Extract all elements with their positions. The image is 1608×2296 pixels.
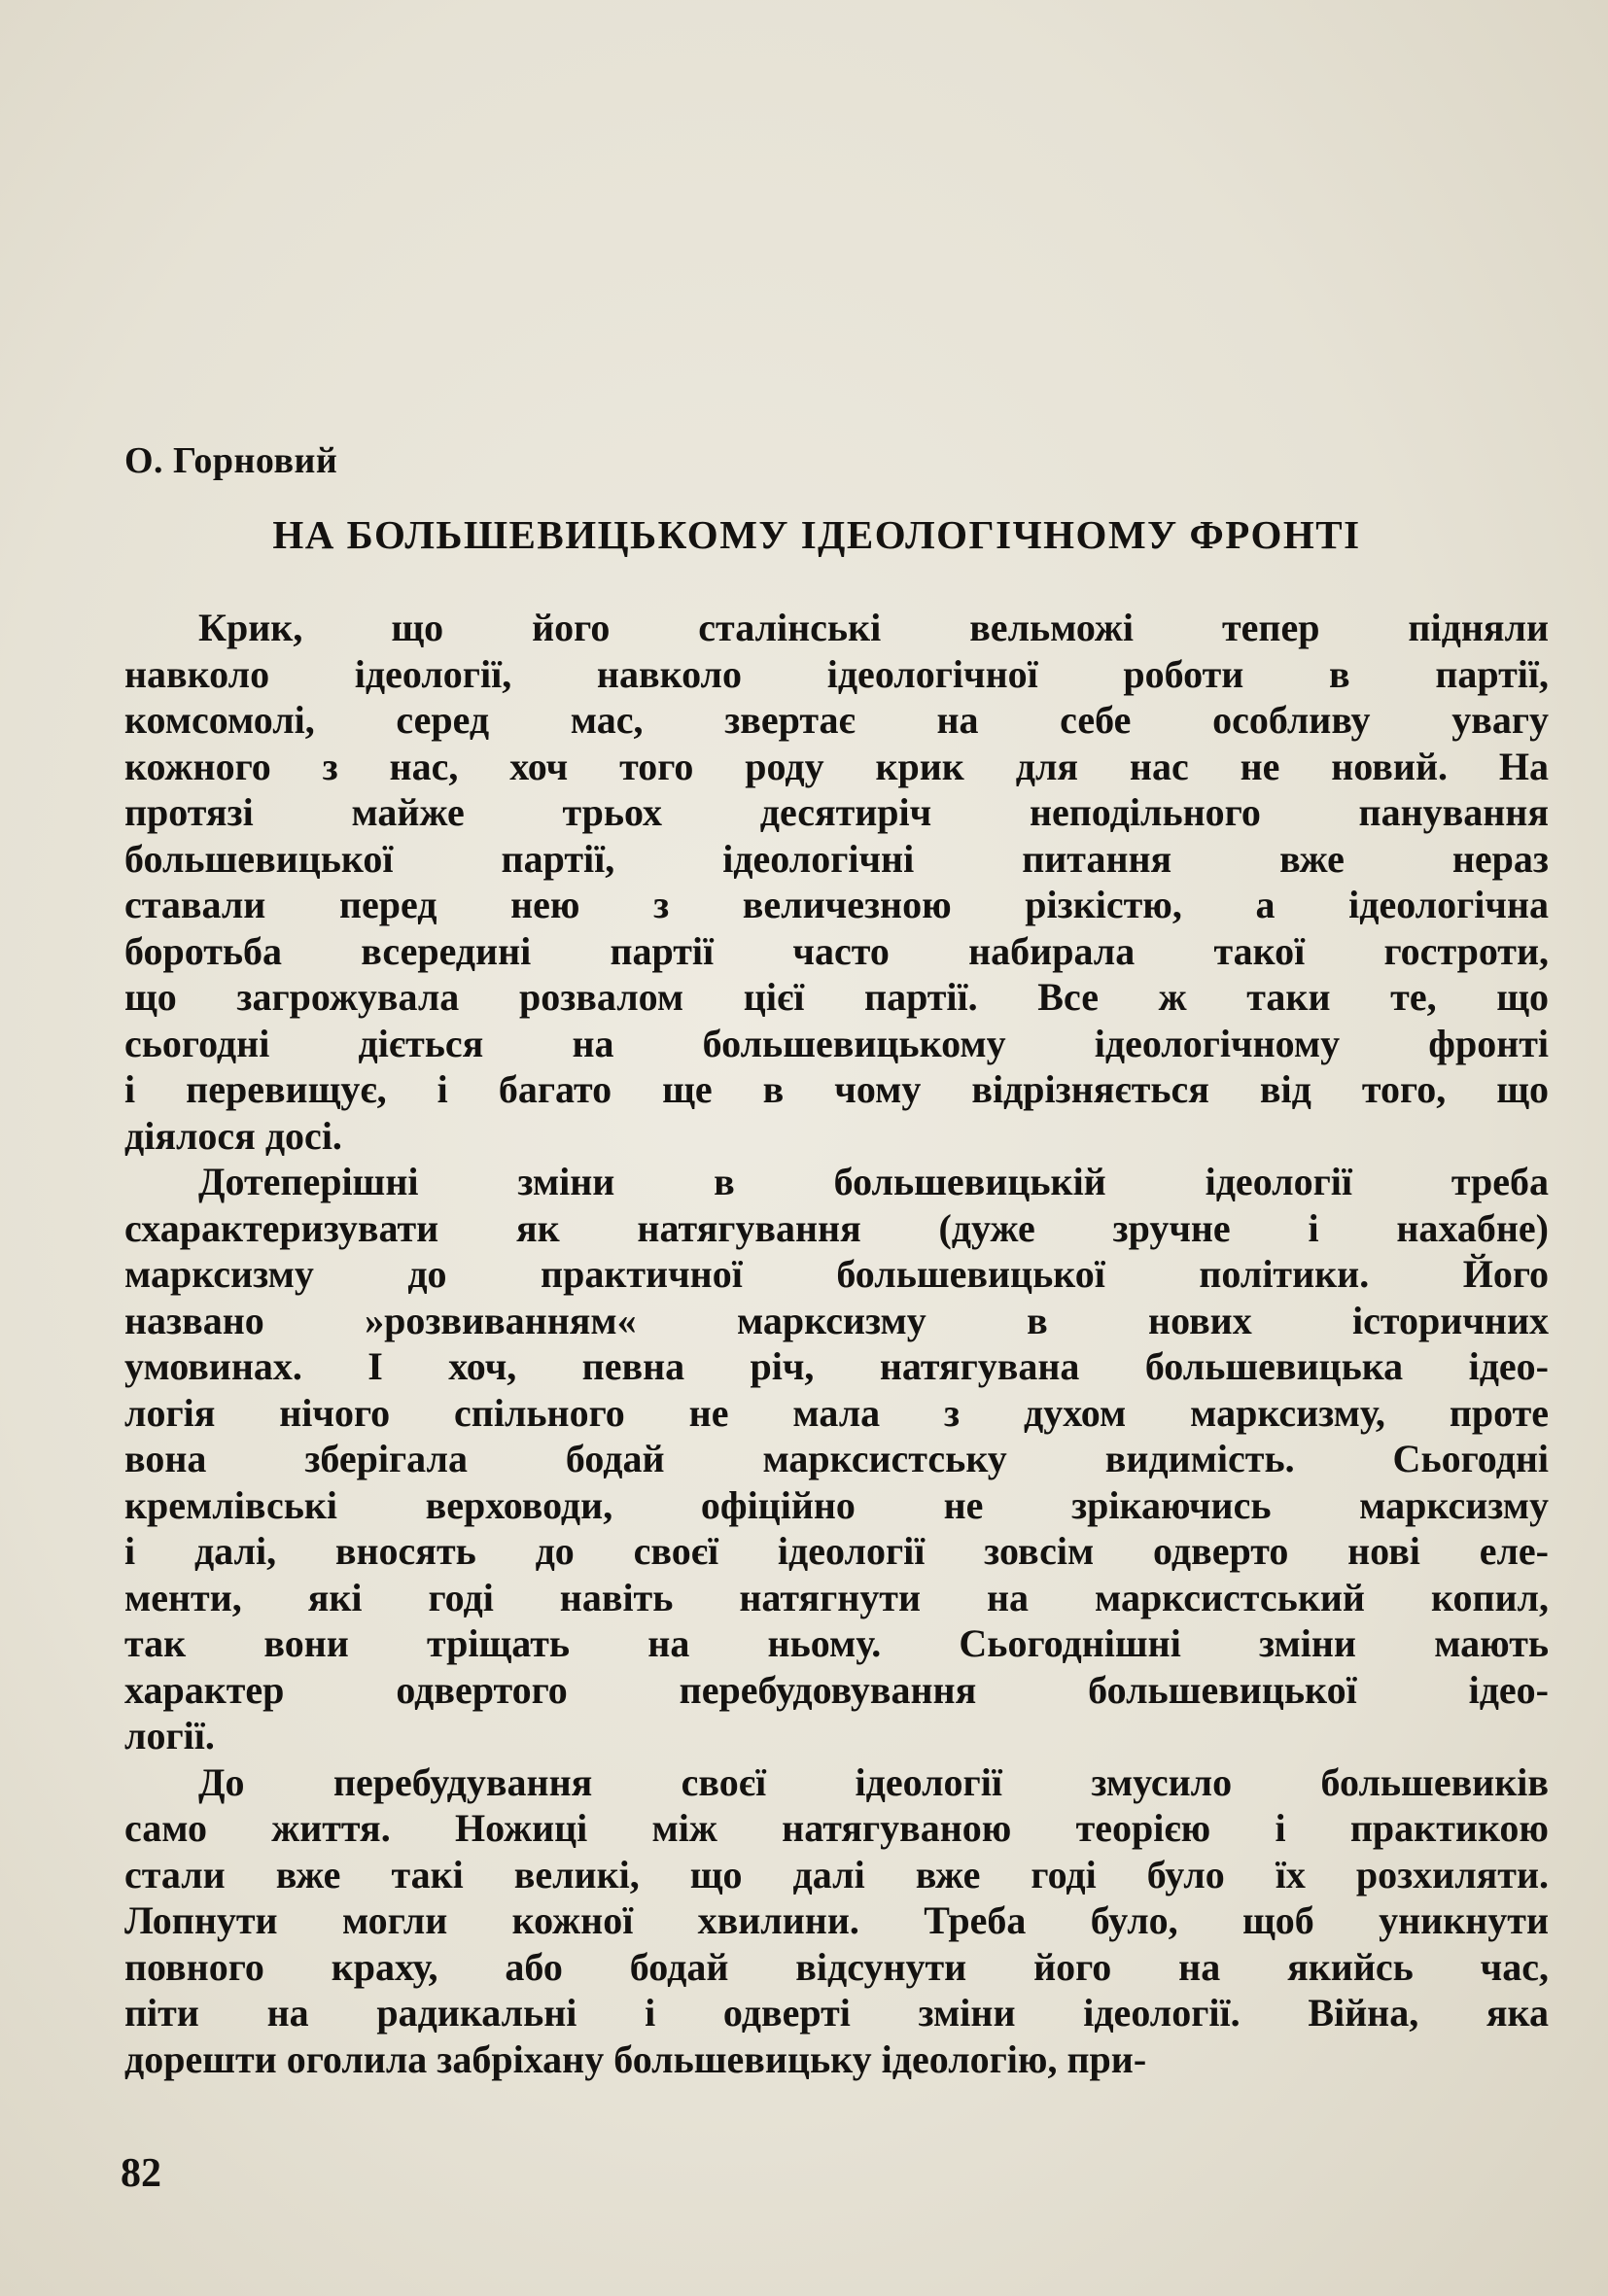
text-line: і далі, вносять до своєї ідеології зовсім одверто нові еле- <box>124 1529 1549 1573</box>
text-line: так вони тріщать на ньому. Сьогоднішні зміни мають <box>124 1621 1549 1665</box>
article-title: НА БОЛЬШЕВИЦЬКОМУ ІДЕОЛОГІЧНОМУ ФРОНТІ <box>272 512 1361 557</box>
text-line: сьогодні діється на большевицькому ідеологічному фронті <box>124 1021 1549 1065</box>
paragraph <box>124 1759 1549 2083</box>
text-line: большевицької партії, ідеологічні питання вже нераз <box>124 836 1549 881</box>
text-line: стали вже такі великі, що далі вже годі було їх розхиляти. <box>124 1852 1549 1896</box>
text-line: логія нічого спільного не мала з духом марксизму, проте <box>124 1390 1549 1435</box>
page-number: 82 <box>121 2151 161 2196</box>
text-line: комсомолі, серед мас, звертає на себе особливу увагу <box>124 698 1549 742</box>
text-line: ставали перед нею з величезною різкістю, а ідеологічна <box>124 883 1549 926</box>
article-body <box>124 605 1549 2082</box>
paragraph <box>124 605 1549 1159</box>
text-line: дорешти оголила забріхану большевицьку ідеологію, при- <box>124 2036 1147 2081</box>
text-line: кремлівські верховоди, офіційно не зрікаючись марксизму <box>124 1482 1549 1527</box>
text-line: До перебудування своєї ідеології змусило большевиків <box>198 1759 1549 1804</box>
text-line: логії. <box>124 1714 215 1757</box>
text-line: навколо ідеології, навколо ідеологічної роботи в партії, <box>124 651 1549 696</box>
text-line: названо »розвиванням« марксизму в нових історичних <box>124 1298 1549 1342</box>
text-line: марксизму до практичної большевицької політики. Його <box>124 1252 1549 1296</box>
text-line: вона зберігала бодай марксистську видимість. Сьогодні <box>124 1437 1549 1480</box>
text-line: і перевищує, і багато ще в чому відрізняється від того, що <box>124 1067 1549 1111</box>
text-line: повного краху, або бодай відсунути його на якийсь час, <box>124 1944 1549 1989</box>
text-line: діялося досі. <box>124 1113 342 1158</box>
text-line: кожного з нас, хоч того роду крик для нас не новий. На <box>124 744 1549 788</box>
author-name: О. Горновий <box>124 440 338 481</box>
text-line: боротьба всередині партії часто набирала такої гостроти, <box>124 928 1549 973</box>
text-line: піти на радикальні і одверті зміни ідеології. Війна, яка <box>124 1991 1549 2035</box>
text-line: протязі майже трьох десятиріч неподільного панування <box>124 790 1549 834</box>
text-line: характер одвертого перебудовування большевицької ідео- <box>124 1667 1549 1712</box>
text-line: Крик, що його сталінські вельможі тепер підняли <box>198 606 1549 649</box>
text-line: що загрожувала розвалом цієї партії. Все ж таки те, що <box>124 975 1549 1019</box>
paragraph <box>124 1159 1549 1759</box>
text-line: схарактеризувати як натягування (дуже зручне і нахабне) <box>124 1205 1549 1250</box>
text-line: Лопнути могли кожної хвилини. Треба було, щоб уникнути <box>124 1898 1549 1942</box>
text-line: Дотеперішні зміни в большевицькій ідеології треба <box>198 1160 1549 1203</box>
text-line: умовинах. І хоч, певна річ, натягувана большевицька ідео- <box>124 1344 1549 1388</box>
text-line: менти, які годі навіть натягнути на марксистський копил, <box>124 1575 1549 1619</box>
text-line: само життя. Ножиці між натягуваною теорією і практикою <box>124 1806 1549 1850</box>
